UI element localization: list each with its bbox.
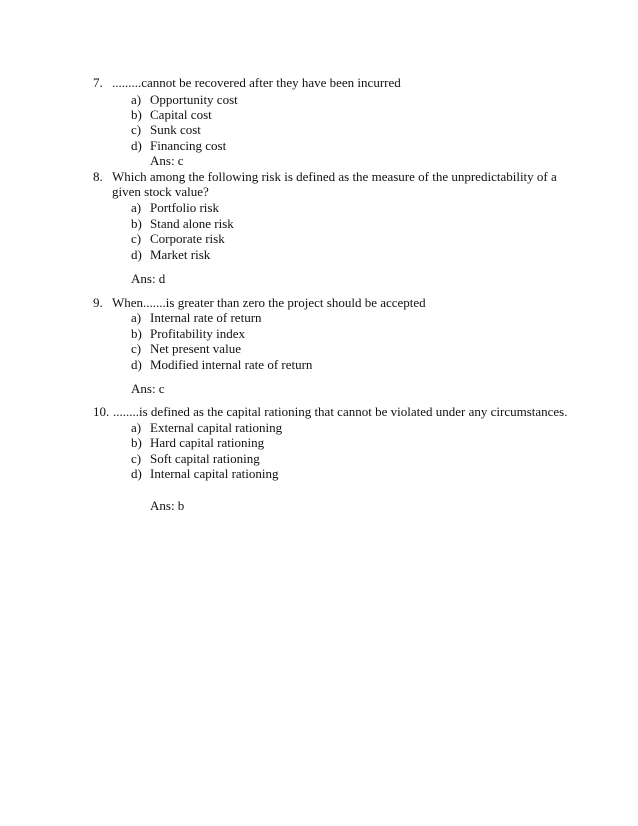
option-text: Internal rate of return (150, 310, 262, 325)
option-text: Stand alone risk (150, 216, 234, 231)
question-text: .........cannot be recovered after they have been incurred (112, 75, 401, 90)
answer-9: Ans: c (131, 381, 165, 396)
question-number: 9. (93, 295, 103, 310)
option-letter: d) (131, 247, 142, 262)
option-letter: a) (131, 420, 142, 435)
option-text: Portfolio risk (150, 200, 219, 215)
option-letter: d) (131, 138, 142, 153)
answer-8: Ans: d (131, 271, 166, 286)
answer-10: Ans: b (150, 498, 185, 513)
question-text: When.......is greater than zero the project should be accepted (112, 295, 426, 310)
option-text: Market risk (150, 247, 211, 262)
option-text: Sunk cost (150, 122, 201, 137)
option-letter: b) (131, 326, 142, 341)
option-letter: a) (131, 310, 142, 325)
option-letter: b) (131, 216, 142, 231)
question-text: ........is defined as the capital rationing that cannot be violated under any circumstances. (113, 404, 568, 419)
option-letter: c) (131, 231, 142, 246)
question-number: 7. (93, 75, 103, 90)
option-letter: b) (131, 435, 142, 450)
option-text: Opportunity cost (150, 92, 238, 107)
option-text: Net present value (150, 341, 241, 356)
question-8-continued: given stock value? (112, 184, 209, 199)
option-letter: d) (131, 357, 142, 372)
option-text: Internal capital rationing (150, 466, 279, 481)
option-letter: a) (131, 200, 142, 215)
option-letter: c) (131, 122, 142, 137)
option-text: Financing cost (150, 138, 227, 153)
option-letter: a) (131, 92, 142, 107)
option-letter: c) (131, 341, 142, 356)
answer-7: Ans: c (150, 153, 184, 168)
question-text: Which among the following risk is defined as the measure of the unpredictability of a (112, 169, 557, 184)
option-text: Profitability index (150, 326, 245, 341)
option-text: Soft capital rationing (150, 451, 260, 466)
option-text: Modified internal rate of return (150, 357, 313, 372)
option-text: External capital rationing (150, 420, 283, 435)
option-text: Capital cost (150, 107, 212, 122)
question-number: 8. (93, 169, 103, 184)
option-letter: c) (131, 451, 142, 466)
option-letter: b) (131, 107, 142, 122)
option-letter: d) (131, 466, 142, 481)
option-text: Hard capital rationing (150, 435, 265, 450)
option-text: Corporate risk (150, 231, 225, 246)
question-number: 10. (93, 404, 110, 419)
